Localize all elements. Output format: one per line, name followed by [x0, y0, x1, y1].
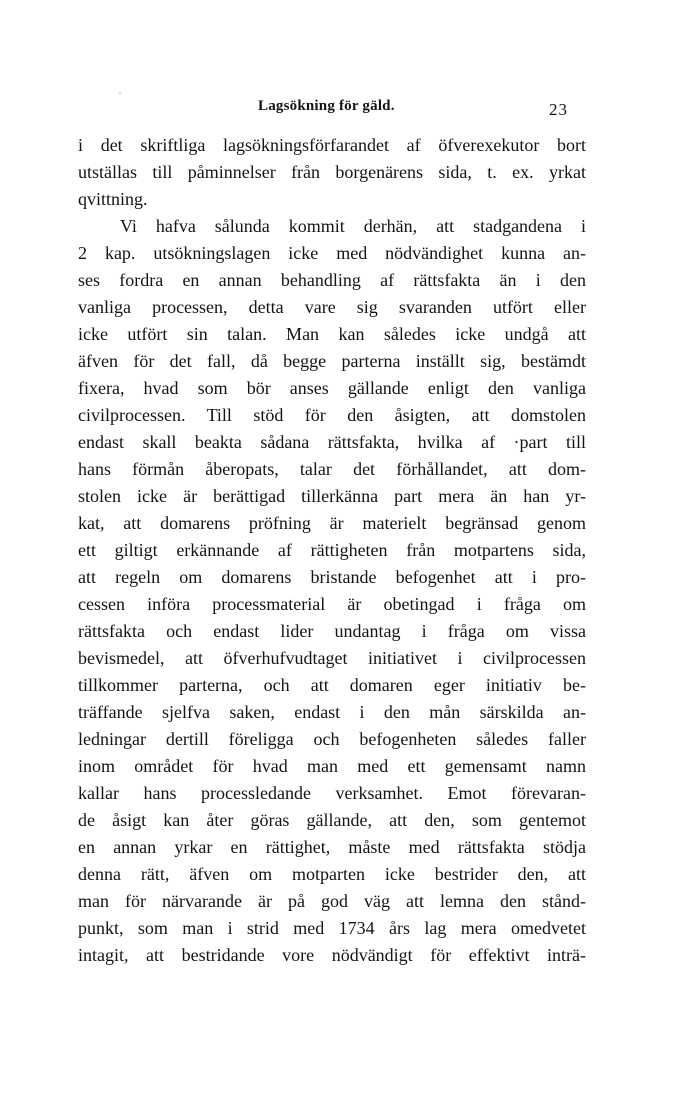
text-line: vanliga processen, detta vare sig svaranden utfört eller: [78, 297, 586, 317]
text-line: kat, att domarens pröfning är materielt begränsad genom: [78, 513, 586, 533]
text-line: fixera, hvad som bör anses gällande enligt den vanliga: [78, 378, 586, 398]
text-line: endast skall beakta sådana rättsfakta, hvilka af ·part till: [78, 432, 586, 452]
text-line: punkt, som man i strid med 1734 års lag mera omedvetet: [78, 918, 586, 938]
text-line: 2 kap. utsökningslagen icke med nödvändighet kunna an-: [78, 243, 586, 263]
text-line: äfven för det fall, då begge parterna inställt sig, bestämdt: [78, 351, 586, 371]
text-line: ses fordra en annan behandling af rättsfakta än i den: [78, 270, 586, 290]
text-line: denna rätt, äfven om motparten icke bestrider den, att: [78, 864, 586, 884]
running-title: Lagsökning för gäld.: [258, 98, 395, 114]
text-line: rättsfakta och endast lider undantag i fråga om vissa: [78, 621, 586, 641]
text-line: bevismedel, att öfverhufvudtaget initiativet i civilprocessen: [78, 648, 586, 668]
text-line: inom området för hvad man med ett gemensamt namn: [78, 756, 586, 776]
text-line: ett giltigt erkännande af rättigheten från motpartens sida,: [78, 540, 586, 560]
text-line: hans förmån åberopats, talar det förhållandet, att dom-: [78, 459, 586, 479]
text-line: träffande sjelfva saken, endast i den mån särskilda an-: [78, 702, 586, 722]
text-line: i det skriftliga lagsökningsförfarandet af öfverexekutor bort: [78, 135, 586, 155]
text-line: att regeln om domarens bristande befogenhet att i pro-: [78, 567, 586, 587]
body-text: [78, 132, 586, 969]
text-line: stolen icke är berättigad tillerkänna part mera än han yr-: [78, 486, 586, 506]
text-line: ledningar dertill föreligga och befogenheten således faller: [78, 729, 586, 749]
page-number: 23: [549, 100, 568, 119]
text-line: en annan yrkar en rättighet, måste med rättsfakta stödja: [78, 837, 586, 857]
text-line: kallar hans processledande verksamhet. Emot förevaran-: [78, 783, 586, 803]
text-line: civilprocessen. Till stöd för den åsigten, att domstolen: [78, 405, 586, 425]
text-line: man för närvarande är på god väg att lemna den stånd-: [78, 891, 586, 911]
text-line: icke utfört sin talan. Man kan således icke undgå att: [78, 324, 586, 344]
paragraph-start-line: Vi hafva sålunda kommit derhän, att stadgandena i: [120, 216, 586, 236]
text-line: intagit, att bestridande vore nödvändigt för effektivt inträ-: [78, 945, 586, 965]
text-line: de åsigt kan åter göras gällande, att den, som gentemot: [78, 810, 586, 830]
text-line: tillkommer parterna, och att domaren eger initiativ be-: [78, 675, 586, 695]
paper-speck: [119, 92, 121, 94]
text-line: utställas till påminnelser från borgenärens sida, t. ex. yrkat: [78, 162, 586, 182]
text-line: qvittning.: [78, 189, 148, 209]
text-line: cessen införa processmaterial är obetingad i fråga om: [78, 594, 586, 614]
